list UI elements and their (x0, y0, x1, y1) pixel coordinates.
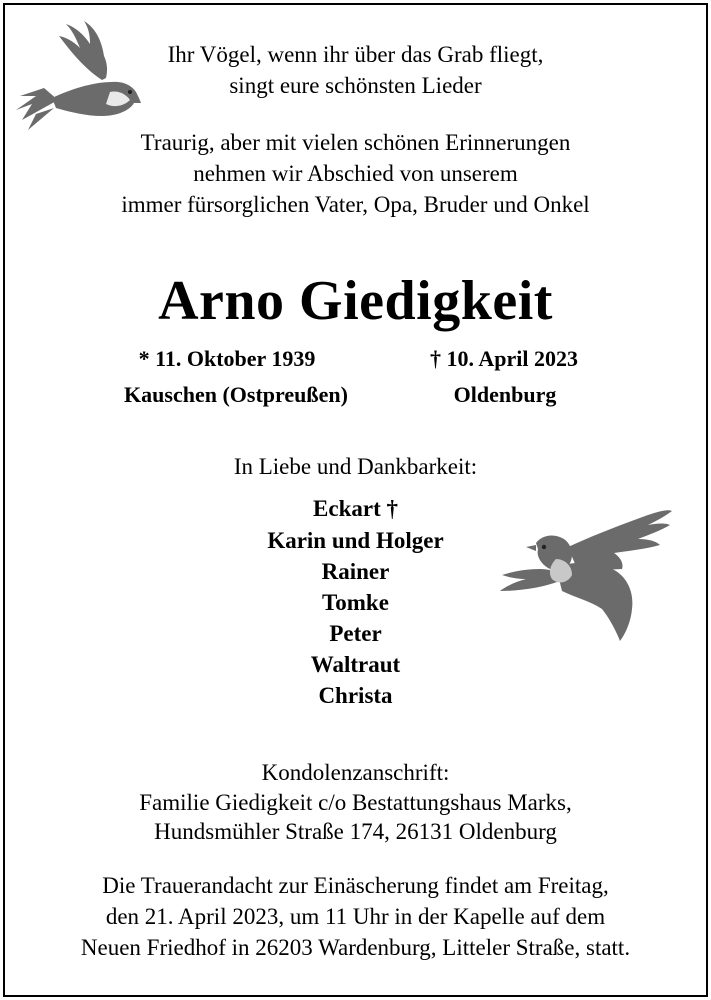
mourners-heading: In Liebe und Dankbarkeit: (233, 454, 478, 479)
mourner-name: Christa (318, 683, 393, 708)
condolence-line: Familie Giedigkeit c/o Bestattungshaus Marks, (139, 790, 572, 815)
mourner-name: Waltraut (310, 652, 401, 677)
deceased-name: Arno Giedigkeit (158, 270, 553, 332)
condolence-line: Hundsmühler Straße 174, 26131 Oldenburg (154, 819, 557, 844)
poem-line: Ihr Vögel, wenn ihr über das Grab fliegt, (167, 42, 544, 67)
intro-line: immer fürsorglichen Vater, Opa, Bruder und Onkel (121, 192, 590, 217)
death-date: † 10. April 2023 (430, 346, 578, 371)
poem-line: singt eure schönsten Lieder (229, 73, 482, 98)
intro-line: Traurig, aber mit vielen schönen Erinnerungen (140, 130, 571, 155)
service-line: Die Trauerandacht zur Einäscherung findet am Freitag, (102, 873, 609, 898)
mourner-name: Rainer (321, 559, 390, 584)
mourner-name: Peter (329, 621, 382, 646)
birth-date: * 11. Oktober 1939 (138, 346, 316, 371)
intro-line: nehmen wir Abschied von unserem (193, 161, 518, 186)
birth-place: Kauschen (Ostpreußen) (124, 382, 348, 407)
condolence-heading: Kondolenzanschrift: (261, 760, 450, 785)
service-line: Neuen Friedhof in 26203 Wardenburg, Litteler Straße, statt. (80, 935, 631, 960)
mourner-name: Eckart † (313, 496, 398, 521)
death-place: Oldenburg (453, 382, 557, 407)
mourner-name: Tomke (322, 590, 389, 615)
mourner-name: Karin und Holger (267, 528, 444, 553)
service-line: den 21. April 2023, um 11 Uhr in der Kapelle auf dem (105, 904, 606, 929)
